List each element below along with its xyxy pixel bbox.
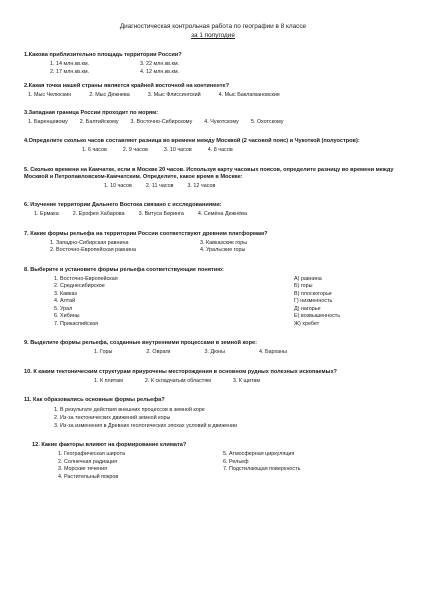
answer-option: 2. 17 млн.кв.км. — [50, 68, 90, 75]
matching-right-item: Б) горы — [294, 283, 313, 289]
answer-option: 3. Кавказские горы — [200, 239, 248, 246]
question-text: 3.Западная граница России проходит по морям: — [24, 109, 159, 116]
answer-option: 1. В результате действия внешних процессов в земной коре — [54, 407, 205, 413]
answer-option: 2. Балтийскому — [79, 118, 119, 125]
question-11 — [24, 397, 402, 430]
question-text: 7. Какие формы рельефа на территории России соответствуют древним платформам? — [24, 230, 268, 237]
answer-option: 7. Подстилающая поверхность — [223, 466, 301, 472]
question-text: 9. Выделите формы рельефа, созданные внутренними процессами в земной коре: — [24, 340, 257, 346]
matching-left-item: 1. Восточно-Европейская — [54, 275, 118, 282]
answer-option: 4. Мыс Баклагвановские — [218, 92, 280, 98]
answer-option: 1. Западно-Сибирская равнина — [50, 239, 129, 246]
answer-option: 5. Атмосферная циркуляция — [223, 451, 295, 457]
matching-left-item: 2. Среднесибирское — [54, 283, 105, 289]
question-text: 12. Какие факторы влияют на формирование климата? — [32, 442, 187, 448]
matching-right-item: Г) низменность — [294, 298, 333, 304]
answer-option: 3. Мыс Флиссингский — [147, 92, 201, 98]
answer-option: 3. Из-за изменения в Древних геологических эпохах условий в движении — [54, 423, 238, 429]
answer-option: 1. К плитам — [94, 377, 123, 384]
answer-option: 3. Морские течения — [58, 466, 108, 472]
answer-option: 1. Географическая широта — [58, 451, 125, 457]
answer-option: 3. 22 млн.кв.км. — [140, 61, 180, 67]
answer-option: 3. Дюны — [204, 349, 225, 355]
answer-option: 1. Ермака — [34, 211, 59, 217]
answer-option: 1. 6 часов — [82, 147, 107, 153]
question-8 — [24, 267, 402, 329]
matching-left-item: 5. Урал — [54, 305, 73, 312]
answer-option: 2. Солнечная радиация — [58, 458, 118, 465]
question-7 — [24, 231, 402, 255]
question-6 — [24, 202, 402, 219]
answer-option: 4. Растительный покров — [58, 473, 119, 480]
question-1 — [24, 52, 402, 76]
question-text: 6. Изучение территории Дальнего Востока связано с исследованиями: — [24, 202, 222, 208]
answer-option: 3. Восточно-Сибирскому — [130, 118, 193, 125]
matching-right-item: Д) нагорье — [294, 305, 321, 312]
question-3 — [24, 110, 402, 127]
answer-option: 2. К складчатым областям — [144, 377, 211, 384]
answer-option: 4. 12 млн.кв.км. — [140, 68, 180, 75]
question-text: 1.Какова приблизительно площадь территории России? — [24, 52, 182, 58]
matching-right-item: А) равнина — [294, 275, 322, 282]
answer-option: 1. 10 часов — [104, 182, 132, 189]
question-5 — [24, 167, 402, 191]
question-10 — [24, 369, 402, 386]
answer-option: 4. Чукотскому — [204, 118, 239, 125]
worksheet-title — [24, 22, 402, 40]
answer-option: 1. Мыс Челюскин — [28, 92, 72, 98]
question-text: 2.Какая точка нашей страны является крайней восточной на континенте? — [24, 83, 229, 89]
answer-option: 2. Восточно-Европейская равнина — [50, 247, 136, 253]
answer-option: 3. Витуса Беринга — [138, 211, 184, 217]
answer-option: 5. Охотскому — [250, 118, 284, 125]
question-text: 5. Сколько времени на Камчатке, если в Москве 20 часов. Используя карту часовых поясов, определите разницу во времени между Москвой и Петропавловском-Камчатским. Определите, какое время в Москве: — [24, 166, 394, 180]
question-text: 8. Выберите и установите формы рельефа соответствующие понятию: — [24, 266, 224, 273]
answer-option: 3. 12 часов — [187, 182, 216, 189]
answer-option: 3. К щитам — [232, 377, 261, 384]
matching-left-item: 6. Хибины — [54, 313, 80, 319]
answer-option: 2. Мыс Дежнева — [89, 92, 130, 98]
matching-right-item: Ж) хребет — [294, 320, 320, 327]
answer-option — [223, 474, 388, 482]
answer-option: 4. Барханы — [259, 349, 287, 355]
question-2 — [24, 83, 402, 100]
answer-option: 4. Уральские горы — [200, 247, 246, 253]
answer-option: 1. Горы — [94, 349, 113, 355]
matching-right-item: Е) возвышенность — [294, 313, 341, 319]
answer-option: 2. Овраги — [146, 349, 171, 355]
answer-option: 1. 14 млн.кв.км. — [50, 61, 90, 67]
question-text: 10. К каким тектоническим структурам приурочены месторождения в основном рудных полезных ископаемых? — [24, 368, 337, 375]
answer-option: 4. 8 часов — [207, 147, 233, 153]
answer-option: 4. Семёна Дежнёва — [197, 211, 247, 217]
answer-option: 2. Ерофея Хабарова — [72, 211, 125, 217]
matching-left-item: 7. Прикаспийская — [54, 320, 99, 327]
matching-right-item: В) плоскогорье — [294, 290, 332, 297]
question-9 — [24, 340, 402, 357]
answer-option: 2. 9 часов — [122, 147, 148, 153]
answer-option: 6. Рельеф — [223, 458, 249, 465]
title-line-1: Диагностическая контрольная работа по географии в 8 классе — [119, 23, 307, 30]
answer-option: 1. Баренцевому — [28, 118, 68, 125]
answer-option: 2. 11 часов — [145, 182, 174, 189]
answer-option: 3. 10 часов — [163, 147, 192, 153]
question-12 — [24, 442, 402, 481]
question-text: 4.Определите сколько часов составляет разница во времени между Москвой (2 часовой пояс) и Чукоткой (полуостров): — [24, 138, 360, 144]
title-line-2: за 1 полугодие — [191, 32, 235, 39]
question-4 — [24, 138, 402, 155]
question-text: 11. Как образовались основные формы рельефа? — [24, 397, 165, 403]
answer-option: 2. Из-за тектонических движений земной коры — [54, 415, 171, 421]
matching-left-item: 3. Кавказ — [54, 290, 77, 297]
matching-left-item: 4. Алтай — [54, 298, 76, 304]
